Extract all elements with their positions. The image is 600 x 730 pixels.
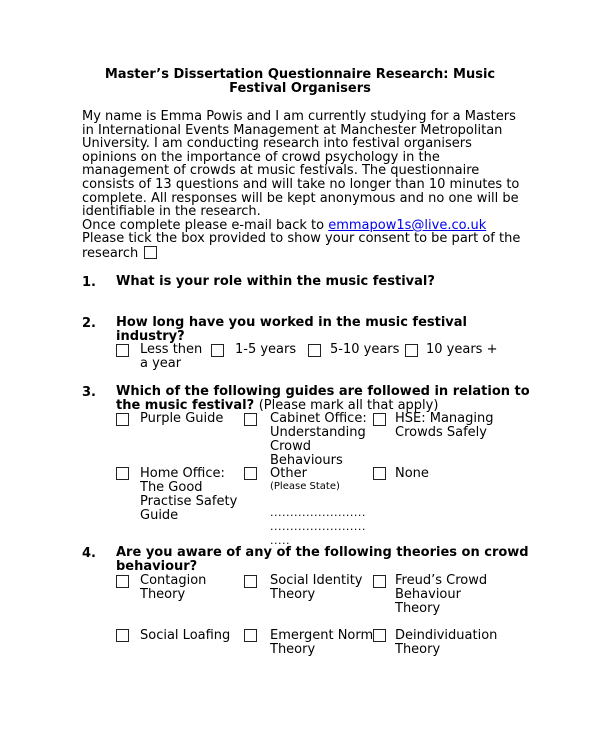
title-line-2: Festival Organisers bbox=[229, 81, 371, 96]
consent-checkbox[interactable] bbox=[144, 246, 157, 259]
intro-line: identifiable in the research. bbox=[82, 204, 261, 220]
question-3-line-2-text: the music festival? bbox=[116, 398, 255, 413]
option-line: Theory bbox=[395, 642, 441, 657]
option-line: Theory bbox=[270, 587, 316, 602]
question-3-line-1: Which of the following guides are followed in relation to bbox=[116, 384, 530, 399]
intro-line: in International Events Management at Manchester Metropolitan bbox=[82, 122, 503, 138]
q2-10-plus-years-checkbox[interactable] bbox=[405, 344, 418, 357]
q3-home-office-checkbox[interactable] bbox=[116, 467, 129, 480]
q2-option-less-than-year bbox=[140, 343, 202, 371]
q3-option-hse bbox=[395, 412, 494, 440]
q4-option-freud bbox=[395, 574, 487, 616]
q2-option-5-10-years: 5-10 years bbox=[330, 342, 400, 357]
q3-none-checkbox[interactable] bbox=[373, 467, 386, 480]
title-line-1: Master’s Dissertation Questionnaire Research: Music bbox=[104, 67, 496, 82]
question-2-text bbox=[116, 316, 467, 344]
q4-emergent-norm-checkbox[interactable] bbox=[244, 629, 257, 642]
q3-option-home-office bbox=[140, 467, 237, 523]
email-line bbox=[82, 219, 502, 233]
option-line: Behaviour bbox=[395, 587, 461, 602]
q4-option-social-loafing: Social Loafing bbox=[140, 628, 231, 643]
q4-option-contagion bbox=[140, 574, 206, 602]
q3-option-cabinet-office bbox=[270, 412, 367, 468]
option-line: Social Identity bbox=[270, 573, 363, 588]
option-line: Understanding bbox=[270, 425, 366, 440]
dotted-line: ..... bbox=[270, 534, 290, 547]
intro-line: University. I am conducting research into festival organisers bbox=[82, 136, 472, 152]
option-line: Theory bbox=[395, 601, 441, 616]
q4-freud-checkbox[interactable] bbox=[373, 575, 386, 588]
q3-option-purple-guide: Purple Guide bbox=[140, 411, 224, 426]
email-prefix: Once complete please e-mail back to bbox=[82, 217, 329, 233]
consent-line: Please tick the box provided to show your consent to be part of the bbox=[82, 231, 521, 247]
question-3-number: 3. bbox=[82, 385, 96, 400]
q4-deindividuation-checkbox[interactable] bbox=[373, 629, 386, 642]
q3-hse-checkbox[interactable] bbox=[373, 413, 386, 426]
option-line: Theory bbox=[270, 642, 316, 657]
option-line: Behaviours bbox=[270, 453, 343, 468]
option-line: Freud’s Crowd bbox=[395, 573, 488, 588]
q3-purple-guide-checkbox[interactable] bbox=[116, 413, 129, 426]
question-4-text bbox=[116, 546, 529, 574]
question-1-text: What is your role within the music festival? bbox=[116, 274, 435, 289]
option-line: Emergent Norm bbox=[270, 628, 374, 643]
option-line: a year bbox=[140, 356, 182, 371]
q2-option-1-5-years: 1-5 years bbox=[235, 342, 297, 357]
question-2-number: 2. bbox=[82, 316, 96, 331]
intro-line: complete. All responses will be kept anonymous and no one will be bbox=[82, 190, 519, 206]
question-2-line-2: industry? bbox=[116, 329, 185, 344]
dotted-line: ........................ bbox=[270, 506, 366, 519]
email-link[interactable]: emmapow1s@live.co.uk bbox=[328, 217, 487, 233]
option-line: Contagion bbox=[140, 573, 207, 588]
option-line: Other bbox=[270, 466, 307, 481]
q3-option-other bbox=[270, 467, 340, 493]
q2-1-5-years-checkbox[interactable] bbox=[211, 344, 224, 357]
question-1-number: 1. bbox=[82, 275, 96, 290]
question-4-number: 4. bbox=[82, 546, 96, 561]
question-3-note: (Please mark all that apply) bbox=[258, 398, 439, 413]
q2-5-10-years-checkbox[interactable] bbox=[308, 344, 321, 357]
question-2-line-1: How long have you worked in the music festival bbox=[116, 315, 468, 330]
option-line: Home Office: bbox=[140, 466, 225, 481]
question-4-line-2: behaviour? bbox=[116, 559, 198, 574]
question-4-line-1: Are you aware of any of the following theories on crowd bbox=[116, 545, 529, 560]
q3-other-answer-field[interactable] bbox=[270, 506, 366, 548]
consent-word: research bbox=[82, 245, 139, 261]
dotted-line: ........................ bbox=[270, 520, 366, 533]
q3-cabinet-office-checkbox[interactable] bbox=[244, 413, 257, 426]
intro-line: management of crowds at music festivals. The questionnaire bbox=[82, 163, 480, 179]
q2-option-10-plus-years: 10 years + bbox=[426, 342, 498, 357]
question-3-text bbox=[116, 385, 530, 413]
q4-social-loafing-checkbox[interactable] bbox=[116, 629, 129, 642]
option-line: Deindividuation bbox=[395, 628, 498, 643]
option-line: Cabinet Office: bbox=[270, 411, 367, 426]
intro-line: opinions on the importance of crowd psychology in the bbox=[82, 149, 440, 165]
q4-option-social-identity bbox=[270, 574, 363, 602]
option-line: Crowds Safely bbox=[395, 425, 487, 440]
intro-line: My name is Emma Powis and I am currently studying for a Masters bbox=[82, 109, 516, 124]
option-line: Theory bbox=[140, 587, 186, 602]
q4-contagion-checkbox[interactable] bbox=[116, 575, 129, 588]
q2-less-than-year-checkbox[interactable] bbox=[116, 344, 129, 357]
option-line: HSE: Managing bbox=[395, 411, 494, 426]
q3-option-none: None bbox=[395, 466, 429, 481]
q4-social-identity-checkbox[interactable] bbox=[244, 575, 257, 588]
q4-option-deindividuation bbox=[395, 629, 497, 657]
page-title bbox=[0, 68, 600, 96]
option-line: Crowd bbox=[270, 439, 311, 454]
q4-option-emergent-norm bbox=[270, 629, 373, 657]
option-line: Practise Safety bbox=[140, 494, 238, 509]
option-line: The Good bbox=[140, 480, 203, 495]
q3-other-checkbox[interactable] bbox=[244, 467, 257, 480]
please-state-note: (Please State) bbox=[270, 481, 340, 492]
consent-line-2 bbox=[82, 246, 502, 261]
intro-line: consists of 13 questions and will take no longer than 10 minutes to bbox=[82, 176, 520, 192]
option-line: Guide bbox=[140, 508, 179, 523]
option-line: Less then bbox=[140, 342, 203, 357]
intro-paragraph bbox=[82, 109, 521, 261]
